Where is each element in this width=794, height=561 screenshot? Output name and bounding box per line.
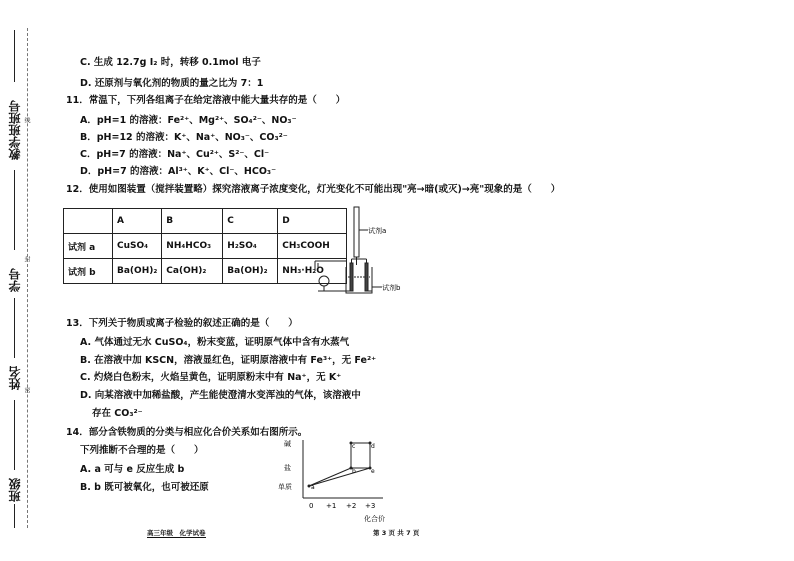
q11-option-a: A．pH=1 的溶液：Fe²⁺、Mg²⁺、SO₄²⁻、NO₃⁻ <box>80 115 297 126</box>
y-label-salt: 盐 <box>284 464 291 472</box>
q10-option-c: C. 生成 12.7g I₂ 时，转移 0.1mol 电子 <box>80 57 261 68</box>
table-row <box>64 259 347 284</box>
fill-line <box>14 298 15 358</box>
point-d: d <box>371 443 375 450</box>
binding-dashed-line <box>27 28 29 528</box>
table-cell: Ba(OH)₂ <box>113 259 162 284</box>
fill-line <box>14 170 15 250</box>
burette-icon <box>354 207 359 257</box>
q11-option-b: B．pH=12 的溶液：K⁺、Na⁺、NO₃⁻、CO₃²⁻ <box>80 132 288 143</box>
table-cell: A <box>113 209 162 234</box>
table-header-row <box>64 209 347 234</box>
y-label-base: 碱 <box>284 440 291 448</box>
q13-option-d-line1: D. 向某溶液中加稀盐酸，产生能使澄清水变浑浊的气体，该溶液中 <box>80 390 361 401</box>
q11-stem: 11．常温下，下列各组离子在给定溶液中能大量共存的是（ ） <box>66 95 346 106</box>
table-cell: C <box>223 209 278 234</box>
table-cell: Ca(OH)₂ <box>162 259 223 284</box>
iron-valence-diagram <box>278 435 408 527</box>
table-cell: 试剂 b <box>64 259 113 284</box>
q14-option-b: B. b 既可被氧化，也可被还原 <box>80 482 209 493</box>
x-tick-1: +1 <box>326 502 337 510</box>
x-axis-title: 化合价 <box>364 515 385 523</box>
q11-option-d: D．pH=7 的溶液：Al³⁺、K⁺、Cl⁻、HCO₃⁻ <box>80 166 277 177</box>
q11-option-c: C．pH=7 的溶液：Na⁺、Cu²⁺、S²⁻、Cl⁻ <box>80 149 270 160</box>
point-e: e <box>371 468 375 475</box>
q13-option-a: A. 气体通过无水 CuSO₄，粉末变蓝，证明原气体中含有水蒸气 <box>80 337 350 348</box>
table-cell: NH₄HCO₃ <box>162 234 223 259</box>
table-cell: D <box>278 209 347 234</box>
footer-page-number: 第 3 页 共 7 页 <box>373 529 420 537</box>
q13-option-c: C. 灼烧白色粉末，火焰呈黄色，证明原粉末中有 Na⁺，无 K⁺ <box>80 372 342 383</box>
fill-line <box>14 504 15 528</box>
footer-course: 高三年级 化学试卷 <box>147 529 206 537</box>
y-label-element: 单质 <box>278 483 292 491</box>
point-a: a <box>311 484 315 491</box>
figure-label-b: 试剂b <box>382 284 401 292</box>
table-cell: NH₃·H₂O <box>278 259 347 284</box>
x-tick-2: +2 <box>346 502 357 510</box>
bulb-icon <box>319 276 329 286</box>
table-cell <box>64 209 113 234</box>
class-label: 班级 <box>8 478 22 502</box>
q14-stem: 14．部分含铁物质的分类与相应化合价关系如右图所示。 <box>66 427 308 438</box>
x-tick-3: +3 <box>365 502 376 510</box>
fill-line <box>14 400 15 470</box>
table-cell: 试剂 a <box>64 234 113 259</box>
seal-mark-line: 线 <box>23 117 30 123</box>
q14-option-a: A. a 可与 e 反应生成 b <box>80 464 185 475</box>
table-cell: Ba(OH)₂ <box>223 259 278 284</box>
point-c: c <box>352 443 356 450</box>
fill-line <box>14 30 15 82</box>
q14-sub-stem: 下列推断不合理的是（ ） <box>80 445 204 456</box>
q13-option-d-line2: 存在 CO₃²⁻ <box>92 408 143 419</box>
q13-option-b: B. 在溶液中加 KSCN，溶液显红色，证明原溶液中有 Fe³⁺，无 Fe²⁺ <box>80 355 377 366</box>
q12-stem: 12．使用如图装置（搅拌装置略）探究溶液离子浓度变化，灯光变化不可能出现"亮→暗(或灭)→亮"现象的是（ ） <box>66 184 561 195</box>
class-number-label: 教学班班号 <box>8 100 22 160</box>
table-cell: CuSO₄ <box>113 234 162 259</box>
table-cell: CH₃COOH <box>278 234 347 259</box>
point-b: b <box>352 468 356 475</box>
table-cell: H₂SO₄ <box>223 234 278 259</box>
q13-stem: 13．下列关于物质或离子检验的叙述正确的是（ ） <box>66 318 298 329</box>
x-tick-0: 0 <box>309 502 314 510</box>
table-row <box>64 234 347 259</box>
student-id-label: 学号 <box>8 268 22 292</box>
apparatus-figure <box>310 205 420 300</box>
seal-mark-secret: 密 <box>23 387 30 393</box>
q12-reagent-table <box>63 208 347 284</box>
name-label: 姓名 <box>8 366 22 390</box>
q10-option-d: D. 还原剂与氧化剂的物质的量之比为 7：1 <box>80 78 264 89</box>
figure-label-a: 试剂a <box>368 227 387 235</box>
table-cell: B <box>162 209 223 234</box>
seal-mark-seal: 封 <box>23 256 30 262</box>
